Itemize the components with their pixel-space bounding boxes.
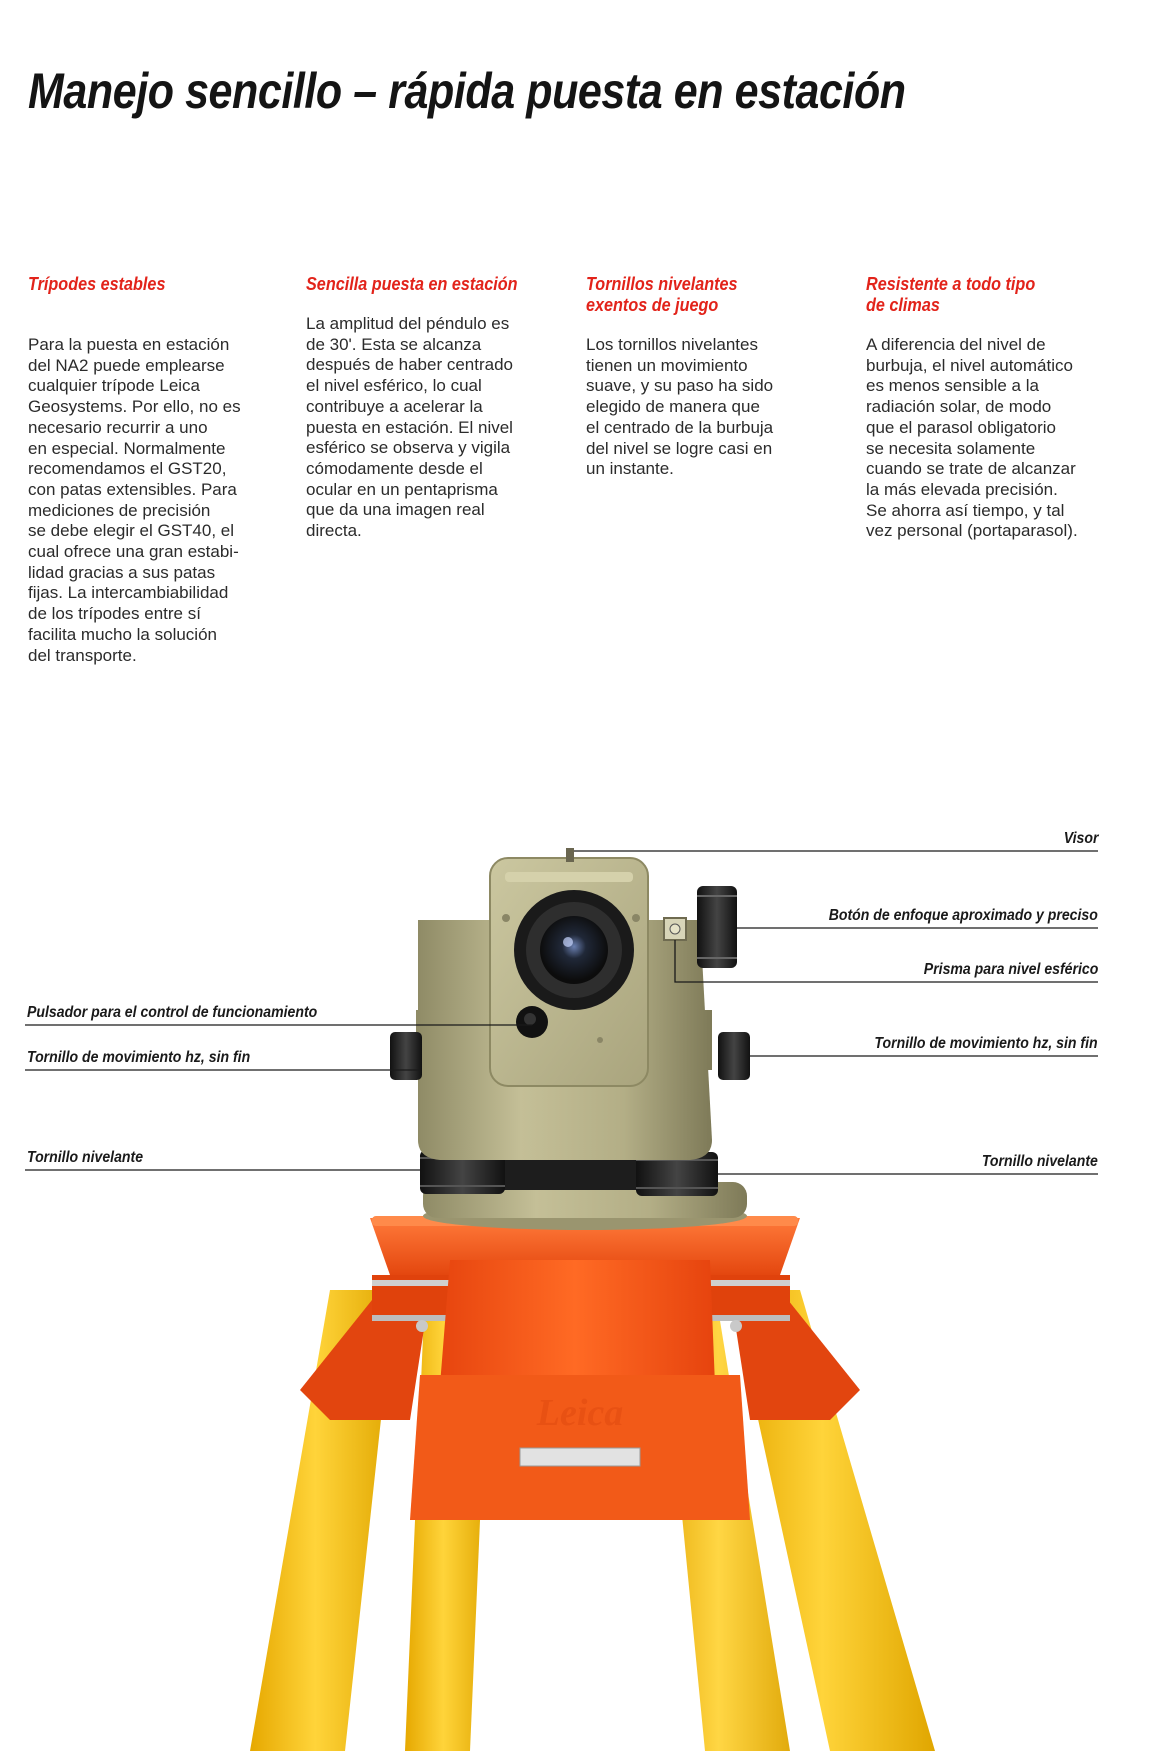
callout-leveling-screw-left: Tornillo nivelante	[27, 1149, 144, 1166]
callout-hz-screw-right: Tornillo de movimiento hz, sin fin	[874, 1035, 1098, 1052]
callout-leveling-screw-right: Tornillo nivelante	[981, 1153, 1098, 1170]
column-puesta-en-estacion	[306, 274, 556, 542]
eyepiece-lens	[540, 916, 608, 984]
callout-function-button: Pulsador para el control de funcionamiento	[27, 1004, 318, 1021]
focus-knob	[697, 886, 737, 968]
hz-knob-right	[718, 1032, 750, 1080]
column-heading: Tornillos nivelantes exentos de juego	[586, 274, 738, 315]
column-body: A diferencia del nivel de burbuja, el nivel automático es menos sensible a la radiación solar, de modo que el parasol obligatorio se necesita solamente cuando se trate de alcanzar la más elevada precisión. Se ahorra así tiempo, y tal vez personal (portaparasol).	[866, 335, 1078, 541]
hz-knob-left	[390, 1032, 422, 1080]
column-climas	[866, 274, 1116, 542]
column-heading: Sencilla puesta en estación	[306, 274, 518, 294]
instrument-base	[420, 1150, 747, 1230]
column-body: Los tornillos nivelantes tienen un movimiento suave, y su paso ha sido elegido de manera que el centrado de la burbuja del nivel se logre casi en un instante.	[586, 335, 774, 479]
callout-prism: Prisma para nivel esférico	[923, 961, 1098, 978]
callout-visor: Visor	[1063, 830, 1098, 847]
callout-hz-screw-left: Tornillo de movimiento hz, sin fin	[27, 1049, 251, 1066]
instrument-body	[390, 848, 750, 1160]
leica-logo: Leica	[536, 1392, 624, 1434]
column-body: La amplitud del péndulo es de 30'. Esta se alcanza después de haber centrado el nivel esférico, lo cual contribuye a acelerar la puesta en estación. El nivel esférico se observa y vigila cómodamente desde el ocular en un pentaprisma que da una imagen real directa.	[306, 314, 513, 541]
column-tornillos	[586, 274, 836, 480]
column-heading: Trípodes estables	[28, 274, 166, 294]
instrument-figure	[0, 820, 1149, 1751]
column-tripodes	[28, 274, 278, 666]
callout-focus-knob: Botón de enfoque aproximado y preciso	[828, 907, 1098, 924]
page-title: Manejo sencillo – rápida puesta en estación	[28, 63, 906, 119]
level-instrument-illustration	[0, 820, 1149, 1751]
column-heading: Resistente a todo tipo de climas	[866, 274, 1036, 315]
column-body: Para la puesta en estación del NA2 puede emplearse cualquier trípode Leica Geosystems. Por ello, no es necesario recurrir a uno en especial. Normalmente recomendamos el GST20, con patas extensibles. Para mediciones de precisión se debe elegir el GST40, el cual ofrece una gran estabi- lidad gracias a sus patas fijas. La intercambiabilidad de los trípodes entre sí facilita mucho la solución del transporte.	[28, 335, 241, 665]
